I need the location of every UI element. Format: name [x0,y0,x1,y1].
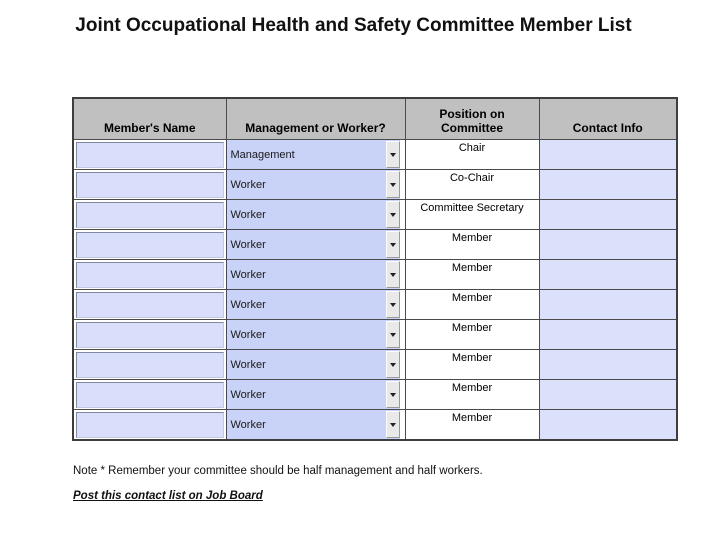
page-title: Joint Occupational Health and Safety Committee Member List [75,15,632,36]
header-contact-info: Contact Info [539,98,677,140]
contact-info-input[interactable] [539,350,677,380]
worker-type-value: Worker [230,298,266,311]
contact-info-input[interactable] [539,140,677,170]
dropdown-button[interactable] [386,231,400,258]
table-row [73,140,677,170]
worker-type-value: Worker [230,178,266,191]
table-row [73,230,677,260]
committee-note: Note * Remember your committee should be half management and half workers. [73,465,483,477]
chevron-down-icon [390,303,396,307]
contact-info-input[interactable] [539,320,677,350]
position-label: Chair [405,140,539,170]
table-row [73,320,677,350]
table-row [73,350,677,380]
table-header-row [73,98,677,140]
dropdown-button[interactable] [386,411,400,438]
worker-type-value: Worker [230,268,266,281]
member-name-input[interactable] [76,322,224,348]
worker-type-dropdown[interactable] [227,290,400,319]
worker-type-dropdown[interactable] [227,200,400,229]
dropdown-button[interactable] [386,321,400,348]
header-management-or-worker: Management or Worker? [226,98,405,140]
member-name-input[interactable] [76,382,224,408]
contact-info-input[interactable] [539,260,677,290]
table-row [73,410,677,441]
position-label: Member [405,230,539,260]
table-row [73,260,677,290]
member-name-input[interactable] [76,352,224,378]
contact-info-input[interactable] [539,200,677,230]
position-label: Member [405,350,539,380]
worker-type-dropdown[interactable] [227,140,400,169]
worker-type-value: Worker [230,418,266,431]
member-name-input[interactable] [76,292,224,318]
chevron-down-icon [390,393,396,397]
dropdown-button[interactable] [386,381,400,408]
worker-type-dropdown[interactable] [227,380,400,409]
chevron-down-icon [390,243,396,247]
member-name-input[interactable] [76,262,224,288]
table-row [73,380,677,410]
chevron-down-icon [390,213,396,217]
worker-type-value: Worker [230,328,266,341]
post-job-board-link[interactable]: Post this contact list on Job Board [73,490,263,502]
position-label: Member [405,380,539,410]
chevron-down-icon [390,423,396,427]
contact-info-input[interactable] [539,170,677,200]
member-name-input[interactable] [76,202,224,228]
position-label: Co-Chair [405,170,539,200]
member-name-input[interactable] [76,232,224,258]
position-label: Member [405,320,539,350]
position-label: Committee Secretary [405,200,539,230]
header-position-on-committee: Position on Committee [405,98,539,140]
worker-type-dropdown[interactable] [227,410,400,439]
position-label: Member [405,290,539,320]
chevron-down-icon [390,363,396,367]
dropdown-button[interactable] [386,291,400,318]
worker-type-dropdown[interactable] [227,350,400,379]
position-label: Member [405,260,539,290]
dropdown-button[interactable] [386,261,400,288]
committee-member-table [72,97,678,441]
position-label: Member [405,410,539,441]
worker-type-value: Worker [230,238,266,251]
contact-info-input[interactable] [539,410,677,441]
member-name-input[interactable] [76,412,224,438]
member-name-input[interactable] [76,172,224,198]
worker-type-dropdown[interactable] [227,230,400,259]
chevron-down-icon [390,273,396,277]
dropdown-button[interactable] [386,351,400,378]
dropdown-button[interactable] [386,171,400,198]
member-name-input[interactable] [76,142,224,168]
chevron-down-icon [390,333,396,337]
dropdown-button[interactable] [386,201,400,228]
worker-type-dropdown[interactable] [227,260,400,289]
contact-info-input[interactable] [539,230,677,260]
table-row [73,290,677,320]
dropdown-button[interactable] [386,141,400,168]
worker-type-value: Worker [230,208,266,221]
worker-type-value: Worker [230,358,266,371]
worker-type-value: Management [230,148,295,161]
contact-info-input[interactable] [539,380,677,410]
header-members-name: Member's Name [73,98,226,140]
chevron-down-icon [390,153,396,157]
worker-type-dropdown[interactable] [227,170,400,199]
table-row [73,170,677,200]
table-row [73,200,677,230]
chevron-down-icon [390,183,396,187]
worker-type-dropdown[interactable] [227,320,400,349]
worker-type-value: Worker [230,388,266,401]
contact-info-input[interactable] [539,290,677,320]
